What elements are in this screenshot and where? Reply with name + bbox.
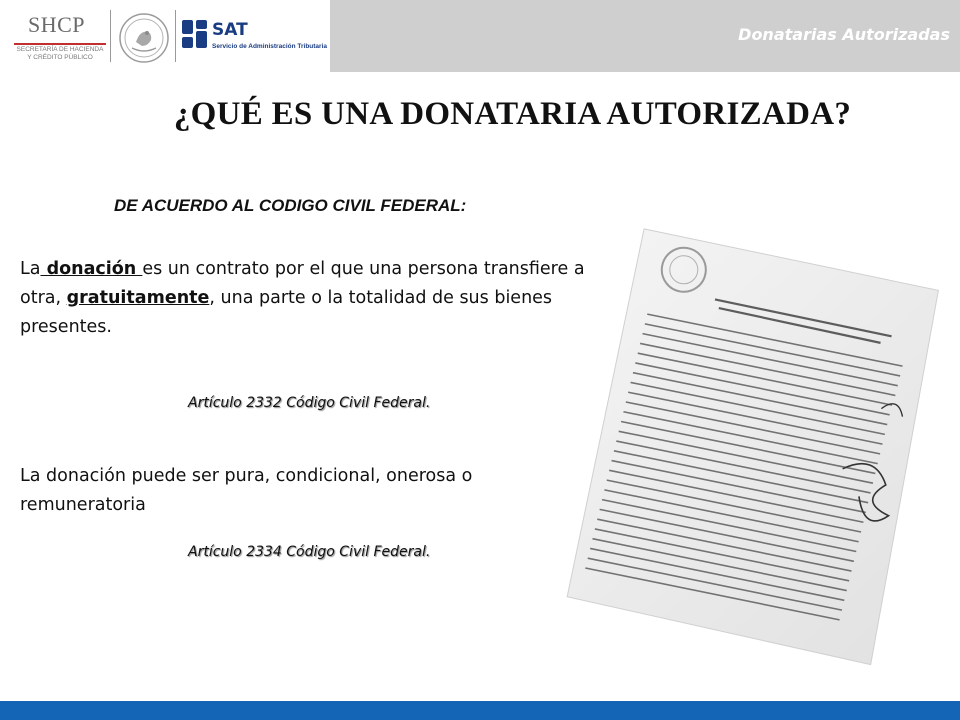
sat-logo-subtitle: Servicio de Administración Tributaria	[212, 43, 327, 50]
shcp-logo-subtitle	[10, 46, 110, 61]
para1-text: es un contrato por el que una persona transfiere a otra,	[20, 259, 585, 308]
keyword-gratuitamente: gratuitamente	[66, 288, 210, 308]
logo-divider	[175, 10, 176, 62]
article-reference: Artículo 2334 Código Civil Federal.	[188, 544, 431, 560]
sat-mark-icon	[180, 18, 210, 52]
shcp-subtitle-line2: Y CRÉDITO PÚBLICO	[27, 53, 93, 61]
sat-logo-name: SAT	[212, 20, 248, 40]
legal-document-image	[545, 225, 945, 665]
keyword-donacion: donación	[40, 259, 143, 279]
footer-bar	[0, 701, 960, 720]
sat-logo	[180, 18, 330, 58]
slide-title: ¿QUÉ ES UNA DONATARIA AUTORIZADA?	[173, 96, 852, 132]
national-seal-icon	[118, 12, 170, 64]
para1-text: La	[20, 259, 41, 279]
article-reference: Artículo 2332 Código Civil Federal.	[188, 395, 431, 411]
banner-label: Donatarias Autorizadas	[738, 25, 950, 44]
section-heading: DE ACUERDO AL CODIGO CIVIL FEDERAL:	[114, 196, 467, 215]
shcp-logo	[10, 12, 110, 64]
para1-text: , una parte o la totalidad de sus bienes presentes.	[20, 288, 553, 337]
header	[0, 0, 960, 72]
definition-paragraph	[20, 255, 610, 342]
top-banner	[330, 0, 960, 72]
shcp-logo-name: SHCP	[28, 12, 86, 37]
types-paragraph: La donación puede ser pura, condicional, onerosa o remuneratoria	[20, 466, 473, 515]
shcp-logo-rule	[14, 43, 106, 45]
shcp-subtitle-line1: SECRETARÍA DE HACIENDA	[16, 46, 104, 53]
logo-area	[0, 0, 330, 72]
logo-divider	[110, 10, 111, 62]
